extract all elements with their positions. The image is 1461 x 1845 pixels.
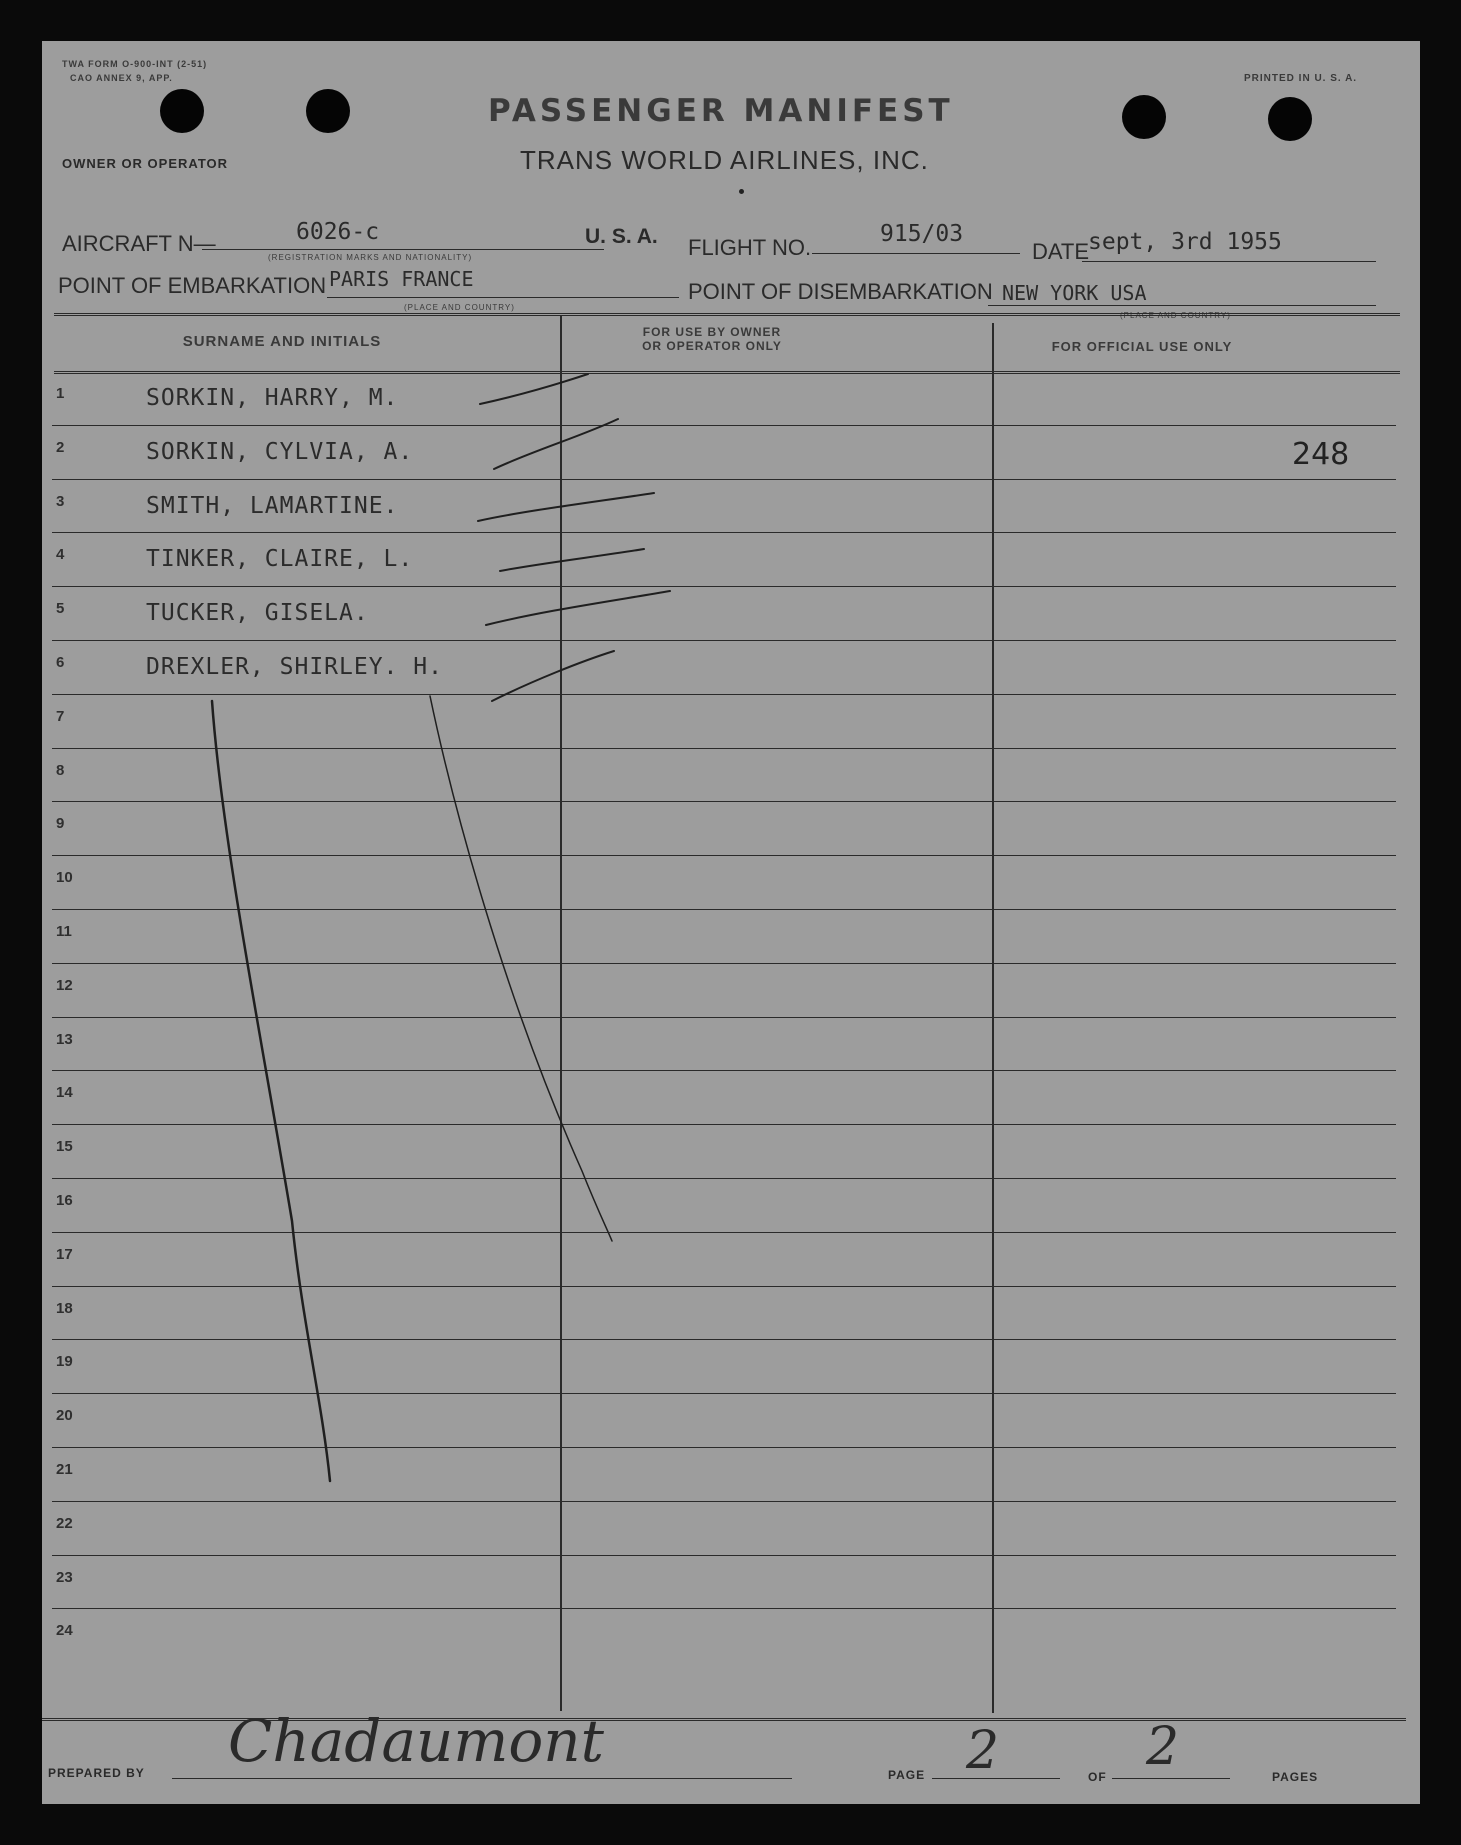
manifest-sheet bbox=[42, 41, 1420, 1804]
page-number: 2 bbox=[966, 1721, 1000, 1781]
ditto-line bbox=[212, 701, 330, 1481]
prepared-by-signature: Chadaumont bbox=[228, 1707, 604, 1775]
row-number: 14 bbox=[56, 1084, 73, 1102]
disembarkation-value: NEW YORK USA bbox=[1002, 281, 1147, 305]
row-number: 22 bbox=[56, 1514, 73, 1532]
passenger-name: SORKIN, CYLVIA, A. bbox=[146, 438, 414, 465]
cab-annex: CAO ANNEX 9, APP. bbox=[70, 73, 173, 83]
aircraft-label: AIRCRAFT N— bbox=[62, 231, 216, 256]
passenger-name: SORKIN, HARRY, M. bbox=[146, 385, 399, 411]
row-number: 21 bbox=[56, 1461, 73, 1478]
column-header-official: FOR OFFICIAL USE ONLY bbox=[1051, 339, 1233, 354]
disembarkation-caption: (PLACE AND COUNTRY) bbox=[1120, 311, 1231, 320]
flight-label: FLIGHT NO. bbox=[688, 235, 812, 260]
row-number: 5 bbox=[56, 600, 65, 618]
flight-value: 915/03 bbox=[880, 221, 964, 247]
row-number: 17 bbox=[56, 1245, 73, 1263]
row-number: 12 bbox=[56, 976, 73, 994]
row-number: 11 bbox=[56, 923, 72, 940]
printed-in: PRINTED IN U. S. A. bbox=[1244, 73, 1358, 84]
owner-operator-label: OWNER OR OPERATOR bbox=[62, 156, 229, 171]
row-number: 18 bbox=[56, 1299, 73, 1317]
of-label: OF bbox=[1088, 1770, 1107, 1784]
passenger-name: TUCKER, GISELA. bbox=[146, 600, 369, 627]
row-number: 1 bbox=[56, 385, 65, 402]
row-number: 13 bbox=[56, 1030, 73, 1048]
row-number: 10 bbox=[56, 869, 73, 887]
passenger-name: DREXLER, SHIRLEY. H. bbox=[146, 654, 443, 680]
row-number: 6 bbox=[56, 654, 65, 671]
row-number: 4 bbox=[56, 546, 65, 564]
usa-label: U. S. A. bbox=[585, 225, 658, 248]
pen-marks bbox=[42, 41, 1420, 1804]
column-header-owner-use-2: OR OPERATOR ONLY bbox=[642, 339, 782, 353]
checkmark bbox=[478, 493, 654, 521]
passenger-name: TINKER, CLAIRE, L. bbox=[146, 546, 414, 573]
passenger-name: SMITH, LAMARTINE. bbox=[146, 492, 399, 519]
checkmark bbox=[500, 549, 644, 571]
checkmark bbox=[480, 374, 588, 404]
checkmark bbox=[486, 591, 670, 625]
page-label: PAGE bbox=[888, 1768, 926, 1782]
row-number: 8 bbox=[56, 761, 65, 779]
row-number: 19 bbox=[56, 1353, 73, 1371]
date-value: sept, 3rd 1955 bbox=[1088, 229, 1282, 255]
column-header-surname: SURNAME AND INITIALS bbox=[182, 333, 382, 350]
row-number: 23 bbox=[56, 1568, 73, 1586]
embarkation-label: POINT OF EMBARKATION bbox=[58, 273, 327, 298]
ditto-line bbox=[430, 696, 612, 1241]
registration-caption: (REGISTRATION MARKS AND NATIONALITY) bbox=[268, 253, 473, 262]
checkmark bbox=[492, 651, 614, 701]
row-number: 9 bbox=[56, 815, 65, 833]
aircraft-value: 6026-c bbox=[296, 219, 380, 245]
page-title: PASSENGER MANIFEST bbox=[488, 93, 954, 129]
embarkation-value: PARIS FRANCE bbox=[329, 267, 474, 291]
pages-label: PAGES bbox=[1272, 1770, 1319, 1784]
disembarkation-label: POINT OF DISEMBARKATION bbox=[688, 279, 993, 304]
total-pages: 2 bbox=[1146, 1717, 1180, 1777]
column-header-owner-use-1: FOR USE BY OWNER bbox=[642, 325, 782, 339]
row-number: 7 bbox=[56, 707, 65, 725]
embarkation-caption: (PLACE AND COUNTRY) bbox=[404, 303, 515, 312]
date-label: DATE bbox=[1032, 239, 1090, 264]
form-code: TWA FORM O-900-INT (2-51) bbox=[62, 59, 208, 69]
row-number: 20 bbox=[56, 1407, 73, 1425]
checkmark bbox=[494, 419, 618, 469]
row-number: 16 bbox=[56, 1192, 73, 1209]
row-number: 15 bbox=[56, 1138, 73, 1156]
row-number: 2 bbox=[56, 438, 65, 456]
row-number: 24 bbox=[56, 1622, 73, 1640]
prepared-by-label: PREPARED BY bbox=[48, 1766, 145, 1780]
row-number: 3 bbox=[56, 492, 65, 510]
official-note: 248 bbox=[1292, 437, 1350, 472]
airline-name: TRANS WORLD AIRLINES, INC. bbox=[520, 145, 929, 175]
